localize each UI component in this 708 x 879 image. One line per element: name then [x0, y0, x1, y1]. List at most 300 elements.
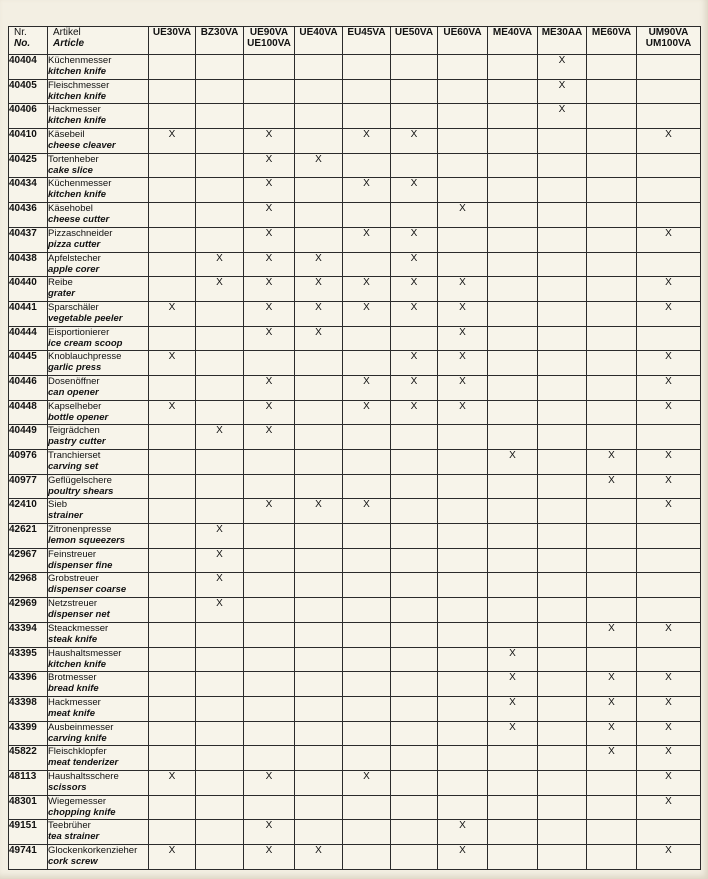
compatibility-cell — [538, 524, 587, 549]
compatibility-mark: X — [265, 425, 273, 437]
compatibility-cell — [538, 795, 587, 820]
compatibility-cell — [637, 573, 701, 598]
compatibility-cell — [196, 227, 244, 252]
compatibility-cell — [488, 153, 538, 178]
article-name-de: Brotmesser — [48, 672, 97, 684]
compatibility-cell — [149, 573, 196, 598]
compatibility-mark: X — [665, 227, 672, 239]
compatibility-cell — [587, 474, 637, 499]
compatibility-mark: X — [665, 696, 672, 708]
compatibility-cell — [343, 770, 391, 795]
compatibility-cell — [637, 55, 701, 80]
column-header-model — [587, 27, 637, 55]
compatibility-cell — [587, 845, 637, 870]
compatibility-mark: X — [608, 474, 615, 486]
article-name — [48, 104, 149, 129]
article-number: 40434 — [9, 178, 48, 203]
compatibility-cell — [244, 227, 295, 252]
compatibility-cell — [538, 129, 587, 154]
compatibility-cell — [488, 696, 538, 721]
compatibility-cell — [149, 301, 196, 326]
compatibility-cell — [538, 746, 587, 771]
compatibility-cell — [538, 351, 587, 376]
compatibility-cell — [438, 845, 488, 870]
compatibility-cell — [244, 129, 295, 154]
compatibility-cell — [587, 277, 637, 302]
article-name-de: Reibe — [48, 277, 73, 289]
compatibility-mark: X — [665, 672, 672, 684]
compatibility-cell — [488, 548, 538, 573]
compatibility-cell — [637, 227, 701, 252]
table-row — [9, 795, 701, 820]
compatibility-cell — [488, 326, 538, 351]
compatibility-cell — [488, 622, 538, 647]
compatibility-mark: X — [363, 227, 370, 239]
compatibility-cell — [244, 524, 295, 549]
compatibility-cell — [343, 598, 391, 623]
article-number: 40441 — [9, 301, 48, 326]
model-label: UE100VA — [247, 38, 291, 49]
compatibility-cell — [343, 79, 391, 104]
article-name-en: poultry shears — [48, 485, 114, 497]
article-name-en: dispenser fine — [48, 559, 113, 571]
article-name-de: Küchenmesser — [48, 178, 112, 190]
compatibility-cell — [196, 178, 244, 203]
article-name-de: Fleischklopfer — [48, 746, 107, 758]
table-row — [9, 277, 701, 302]
compatibility-mark: X — [265, 203, 273, 215]
compatibility-mark: X — [665, 450, 672, 461]
article-name-de: Teebrüher — [48, 820, 91, 832]
compatibility-cell — [343, 795, 391, 820]
column-header-model — [538, 27, 587, 55]
article-name-de: Käsehobel — [48, 203, 93, 215]
compatibility-cell — [295, 499, 343, 524]
compatibility-cell — [391, 203, 438, 228]
compatibility-cell — [438, 573, 488, 598]
compatibility-mark: X — [459, 351, 466, 363]
compatibility-cell — [391, 400, 438, 425]
compatibility-cell — [538, 622, 587, 647]
compatibility-mark: X — [558, 55, 566, 66]
compatibility-mark: X — [315, 277, 322, 289]
compatibility-cell — [587, 79, 637, 104]
compatibility-cell — [149, 425, 196, 450]
compatibility-cell — [244, 647, 295, 672]
compatibility-cell — [343, 277, 391, 302]
compatibility-cell — [343, 672, 391, 697]
article-name — [48, 474, 149, 499]
article-name — [48, 696, 149, 721]
compatibility-cell — [587, 721, 637, 746]
table-row — [9, 79, 701, 104]
compatibility-mark: X — [265, 277, 273, 289]
compatibility-cell — [488, 129, 538, 154]
article-name-en: kitchen knife — [48, 66, 107, 77]
column-header-article — [48, 27, 149, 55]
compatibility-cell — [488, 672, 538, 697]
model-label: UE50VA — [394, 27, 434, 38]
article-name — [48, 450, 149, 475]
compatibility-cell — [637, 301, 701, 326]
compatibility-cell — [295, 326, 343, 351]
compatibility-cell — [149, 548, 196, 573]
compatibility-mark: X — [363, 129, 370, 141]
article-name-de: Ausbeinmesser — [48, 721, 114, 733]
compatibility-cell — [244, 721, 295, 746]
article-name-en: kitchen knife — [48, 90, 107, 102]
compatibility-cell — [244, 795, 295, 820]
table-row — [9, 499, 701, 524]
compatibility-cell — [438, 153, 488, 178]
table-row — [9, 351, 701, 376]
compatibility-cell — [587, 746, 637, 771]
table-row — [9, 252, 701, 277]
compatibility-cell — [244, 203, 295, 228]
compatibility-cell — [637, 622, 701, 647]
compatibility-cell — [244, 746, 295, 771]
compatibility-cell — [587, 524, 637, 549]
compatibility-cell — [587, 301, 637, 326]
article-name-de: Haushaltsmesser — [48, 647, 122, 659]
article-number: 45822 — [9, 746, 48, 771]
compatibility-cell — [244, 178, 295, 203]
table-row — [9, 55, 701, 80]
compatibility-mark: X — [665, 400, 672, 412]
compatibility-cell — [488, 400, 538, 425]
article-name — [48, 252, 149, 277]
compatibility-mark: X — [265, 129, 273, 141]
compatibility-cell — [343, 845, 391, 870]
compatibility-mark: X — [363, 499, 370, 511]
column-header-model — [637, 27, 701, 55]
compatibility-cell — [196, 326, 244, 351]
article-name-en: carving set — [48, 461, 99, 472]
compatibility-cell — [244, 425, 295, 450]
compatibility-mark: X — [315, 153, 322, 165]
article-number: 42621 — [9, 524, 48, 549]
compatibility-cell — [295, 203, 343, 228]
article-number: 43398 — [9, 696, 48, 721]
table-row — [9, 129, 701, 154]
compatibility-cell — [343, 425, 391, 450]
compatibility-cell — [587, 622, 637, 647]
article-name-en: kitchen knife — [48, 115, 107, 127]
compatibility-cell — [637, 79, 701, 104]
compatibility-mark: X — [509, 647, 516, 659]
article-number: 40976 — [9, 450, 48, 475]
column-header-model — [295, 27, 343, 55]
compatibility-cell — [587, 598, 637, 623]
compatibility-mark: X — [168, 400, 176, 412]
model-label: UM90VA — [648, 27, 689, 38]
article-name — [48, 326, 149, 351]
compatibility-cell — [343, 499, 391, 524]
compatibility-cell — [587, 400, 637, 425]
compatibility-mark: X — [509, 450, 516, 461]
compatibility-mark: X — [265, 375, 273, 387]
model-label: ME40VA — [492, 27, 533, 38]
compatibility-cell — [343, 55, 391, 80]
compatibility-cell — [149, 351, 196, 376]
compatibility-cell — [391, 375, 438, 400]
compatibility-cell — [391, 499, 438, 524]
article-name — [48, 721, 149, 746]
compatibility-cell — [538, 647, 587, 672]
compatibility-cell — [637, 672, 701, 697]
table-row — [9, 474, 701, 499]
compatibility-cell — [488, 301, 538, 326]
table-row — [9, 845, 701, 870]
compatibility-cell — [295, 153, 343, 178]
compatibility-cell — [637, 104, 701, 129]
compatibility-mark: X — [665, 129, 672, 141]
compatibility-cell — [538, 499, 587, 524]
compatibility-cell — [391, 770, 438, 795]
article-name-en: tea strainer — [48, 831, 100, 843]
compatibility-cell — [488, 746, 538, 771]
compatibility-cell — [295, 129, 343, 154]
article-name — [48, 375, 149, 400]
compatibility-cell — [149, 770, 196, 795]
compatibility-cell — [488, 845, 538, 870]
compatibility-cell — [587, 770, 637, 795]
compatibility-cell — [587, 573, 637, 598]
compatibility-mark: X — [459, 845, 466, 856]
compatibility-cell — [391, 474, 438, 499]
compatibility-mark: X — [665, 499, 672, 511]
compatibility-cell — [196, 672, 244, 697]
compatibility-cell — [637, 203, 701, 228]
compatibility-cell — [244, 499, 295, 524]
compatibility-cell — [637, 499, 701, 524]
compatibility-cell — [488, 795, 538, 820]
table-row — [9, 548, 701, 573]
compatibility-cell — [295, 647, 343, 672]
compatibility-cell — [149, 598, 196, 623]
compatibility-cell — [637, 400, 701, 425]
compatibility-cell — [488, 252, 538, 277]
compatibility-cell — [343, 129, 391, 154]
table-row — [9, 647, 701, 672]
compatibility-cell — [149, 326, 196, 351]
compatibility-mark: X — [265, 153, 273, 165]
article-name-en: garlic press — [48, 362, 102, 374]
compatibility-cell — [391, 696, 438, 721]
compatibility-cell — [488, 474, 538, 499]
compatibility-cell — [149, 622, 196, 647]
compatibility-cell — [587, 548, 637, 573]
compatibility-cell — [538, 598, 587, 623]
article-name-en: pastry cutter — [48, 436, 106, 448]
compatibility-cell — [244, 55, 295, 80]
compatibility-cell — [391, 301, 438, 326]
compatibility-cell — [196, 474, 244, 499]
compatibility-cell — [149, 647, 196, 672]
compatibility-cell — [391, 277, 438, 302]
compatibility-cell — [391, 326, 438, 351]
article-name — [48, 178, 149, 203]
compatibility-mark: X — [216, 573, 223, 585]
compatibility-cell — [196, 203, 244, 228]
compatibility-cell — [637, 598, 701, 623]
compatibility-cell — [637, 450, 701, 475]
table-row — [9, 770, 701, 795]
compatibility-cell — [438, 227, 488, 252]
compatibility-cell — [295, 375, 343, 400]
compatibility-cell — [438, 104, 488, 129]
article-header-de: Artikel — [53, 27, 81, 38]
compatibility-cell — [196, 79, 244, 104]
table-row — [9, 696, 701, 721]
compatibility-cell — [538, 227, 587, 252]
compatibility-cell — [438, 622, 488, 647]
article-number: 43399 — [9, 721, 48, 746]
compatibility-cell — [637, 548, 701, 573]
article-name — [48, 770, 149, 795]
article-name-en: cake slice — [48, 164, 93, 176]
compatibility-cell — [149, 104, 196, 129]
compatibility-mark: X — [459, 326, 466, 338]
compatibility-cell — [295, 474, 343, 499]
compatibility-cell — [295, 400, 343, 425]
compatibility-cell — [488, 450, 538, 475]
compatibility-mark: X — [315, 301, 322, 313]
compatibility-cell — [196, 795, 244, 820]
compatibility-cell — [488, 647, 538, 672]
compatibility-cell — [538, 425, 587, 450]
compatibility-cell — [637, 129, 701, 154]
compatibility-cell — [488, 820, 538, 845]
compatibility-mark: X — [665, 351, 672, 363]
compatibility-cell — [295, 672, 343, 697]
table-row — [9, 104, 701, 129]
article-number: 40977 — [9, 474, 48, 499]
compatibility-cell — [587, 647, 637, 672]
compatibility-cell — [587, 450, 637, 475]
table-row — [9, 375, 701, 400]
compatibility-cell — [538, 672, 587, 697]
compatibility-cell — [438, 548, 488, 573]
article-name-en: bread knife — [48, 683, 99, 695]
article-name-de: Netzstreuer — [48, 598, 98, 610]
compatibility-cell — [149, 227, 196, 252]
compatibility-cell — [438, 524, 488, 549]
article-name-de: Tranchierset — [48, 450, 101, 461]
compatibility-mark: X — [265, 770, 273, 782]
table-row — [9, 524, 701, 549]
compatibility-cell — [196, 845, 244, 870]
compatibility-mark: X — [315, 252, 322, 264]
compatibility-cell — [343, 721, 391, 746]
article-number: 40410 — [9, 129, 48, 154]
compatibility-cell — [488, 79, 538, 104]
compatibility-cell — [244, 277, 295, 302]
article-name — [48, 55, 149, 80]
compatibility-mark: X — [558, 104, 566, 116]
article-name — [48, 79, 149, 104]
compatibility-cell — [587, 178, 637, 203]
compatibility-cell — [295, 277, 343, 302]
compatibility-cell — [538, 450, 587, 475]
number-header-de: Nr. — [14, 27, 27, 38]
table-body — [9, 55, 701, 870]
compatibility-cell — [196, 598, 244, 623]
compatibility-mark: X — [665, 622, 672, 634]
compatibility-cell — [391, 524, 438, 549]
article-name — [48, 598, 149, 623]
compatibility-mark: X — [608, 450, 615, 461]
compatibility-cell — [343, 696, 391, 721]
compatibility-cell — [637, 845, 701, 870]
compatibility-cell — [295, 845, 343, 870]
compatibility-cell — [488, 770, 538, 795]
article-number: 40404 — [9, 55, 48, 80]
compatibility-mark: X — [265, 301, 273, 313]
compatibility-cell — [343, 647, 391, 672]
article-name-en: dispenser coarse — [48, 584, 127, 596]
article-name — [48, 400, 149, 425]
compatibility-mark: X — [459, 375, 466, 387]
compatibility-cell — [637, 795, 701, 820]
article-name — [48, 795, 149, 820]
compatibility-mark: X — [216, 598, 223, 610]
compatibility-cell — [196, 524, 244, 549]
compatibility-mark: X — [665, 721, 672, 733]
table-row — [9, 203, 701, 228]
compatibility-cell — [343, 450, 391, 475]
compatibility-cell — [244, 598, 295, 623]
compatibility-mark: X — [665, 795, 672, 807]
table-row — [9, 746, 701, 771]
compatibility-cell — [587, 55, 637, 80]
article-number: 40406 — [9, 104, 48, 129]
article-name — [48, 227, 149, 252]
compatibility-mark: X — [168, 301, 176, 313]
article-name-de: Glockenkorkenzieher — [48, 845, 138, 856]
column-header-model — [196, 27, 244, 55]
compatibility-cell — [587, 227, 637, 252]
compatibility-mark: X — [363, 301, 370, 313]
compatibility-cell — [149, 474, 196, 499]
compatibility-mark: X — [265, 499, 273, 511]
compatibility-cell — [587, 499, 637, 524]
compatibility-cell — [438, 746, 488, 771]
article-name — [48, 647, 149, 672]
compatibility-cell — [587, 795, 637, 820]
article-name-de: Haushaltsschere — [48, 770, 119, 782]
article-number: 42410 — [9, 499, 48, 524]
compatibility-mark: X — [265, 178, 273, 190]
compatibility-cell — [196, 252, 244, 277]
compatibility-cell — [244, 474, 295, 499]
compatibility-cell — [587, 375, 637, 400]
article-number: 48301 — [9, 795, 48, 820]
compatibility-cell — [343, 548, 391, 573]
compatibility-cell — [244, 672, 295, 697]
compatibility-mark: X — [459, 301, 466, 313]
compatibility-cell — [149, 400, 196, 425]
compatibility-cell — [488, 203, 538, 228]
compatibility-mark: X — [363, 178, 370, 190]
compatibility-mark: X — [509, 721, 516, 733]
compatibility-cell — [488, 277, 538, 302]
compatibility-cell — [637, 721, 701, 746]
article-name-en: chopping knife — [48, 806, 116, 818]
model-label: EU45VA — [347, 27, 386, 38]
compatibility-cell — [196, 104, 244, 129]
compatibility-cell — [438, 425, 488, 450]
